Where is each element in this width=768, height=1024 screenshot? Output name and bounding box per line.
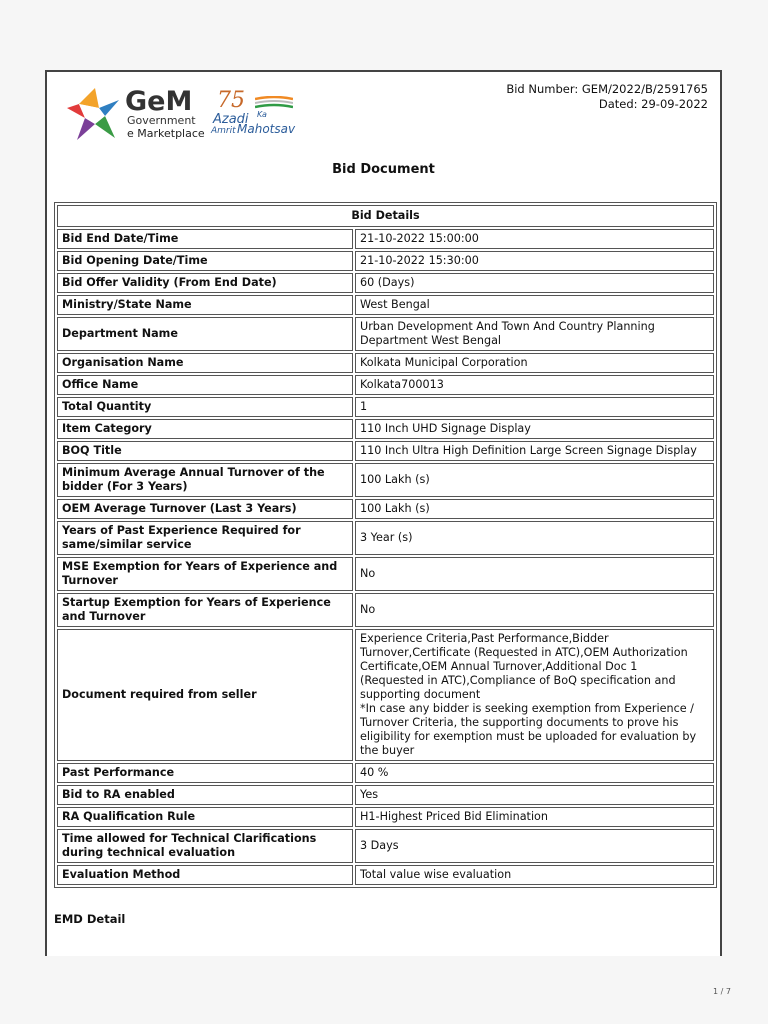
table-row [57,807,714,827]
row-value [355,593,714,627]
row-label-line: Time allowed for Technical Clarifications [62,832,317,845]
row-value [355,229,714,249]
table-row [57,499,714,519]
row-label-line: Bid to RA enabled [62,788,175,801]
tricolour-flag-icon [255,96,293,110]
row-value [355,375,714,395]
row-label-line: Bid Offer Validity (From End Date) [62,276,277,289]
row-label [57,295,353,315]
table-row [57,557,714,591]
row-label-line: Startup Exemption for Years of Experience [62,596,331,609]
table-row [57,375,714,395]
row-label-line: same/similar service [62,538,192,551]
page-number: 1 / 7 [713,987,731,996]
row-label-line: Document required from seller [62,688,257,701]
table-row [57,229,714,249]
row-label-line: Bid Opening Date/Time [62,254,208,267]
row-value-line: 60 (Days) [360,276,415,289]
row-value [355,629,714,761]
row-label [57,521,353,555]
row-label-line: Years of Past Experience Required for [62,524,301,537]
row-value [355,463,714,497]
row-label [57,375,353,395]
azadi-logo-amrit: Amrit [211,126,236,136]
row-value [355,353,714,373]
row-value-line: Kolkata700013 [360,378,444,391]
row-label [57,829,353,863]
table-row [57,273,714,293]
bid-number: Bid Number: GEM/2022/B/2591765 [506,82,708,96]
row-label-line: RA Qualification Rule [62,810,196,823]
row-value [355,763,714,783]
row-label [57,353,353,373]
row-value-line: H1-Highest Priced Bid Elimination [360,810,548,823]
table-row [57,317,714,351]
row-label-line: MSE Exemption for Years of Experience and [62,560,338,573]
row-label [57,557,353,591]
row-label [57,785,353,805]
azadi-logo-mahotsav: Mahotsav [237,122,296,136]
row-label-line: during technical evaluation [62,846,236,859]
row-label-line: BOQ Title [62,444,122,457]
row-label-line: Organisation Name [62,356,184,369]
row-label [57,593,353,627]
row-value [355,441,714,461]
emd-detail-heading: EMD Detail [54,912,126,926]
document-title: Bid Document [332,162,435,177]
table-row [57,251,714,271]
table-row [57,829,714,863]
azadi-logo-azadi: Azadi [213,112,249,127]
gem-star-icon [65,84,125,144]
table-row [57,353,714,373]
row-label-line: Bid End Date/Time [62,232,179,245]
row-label-line: Turnover [62,574,118,587]
table-body [57,229,714,885]
row-label [57,629,353,761]
row-value-line: No [360,567,376,580]
row-value-line: 3 Days [360,839,399,852]
row-value [355,317,714,351]
row-value-line: Urban Development And Town And Country Planning [360,320,655,333]
bid-meta [506,82,708,112]
row-value-line: the buyer [360,744,415,757]
row-value-line: Turnover Criteria, the supporting documents to prove his [360,716,679,729]
bid-date: Dated: 29-09-2022 [598,97,708,111]
row-label [57,397,353,417]
row-value-line: 110 Inch UHD Signage Display [360,422,531,435]
row-value-line: 110 Inch Ultra High Definition Large Screen Signage Display [360,444,697,457]
row-label [57,763,353,783]
row-value-line: 40 % [360,766,389,779]
azadi-ka-amrit-mahotsav-logo [211,88,301,140]
row-value-line: Total value wise evaluation [360,868,512,881]
table-header-row [57,205,714,227]
row-label [57,251,353,271]
row-value-line: supporting document [360,688,481,701]
row-value-line: Kolkata Municipal Corporation [360,356,528,369]
table-row [57,463,714,497]
table-row [57,593,714,627]
row-value-line: West Bengal [360,298,430,311]
row-label-line: Evaluation Method [62,868,181,881]
row-label-line: Department Name [62,327,178,340]
bid-details-table [54,202,717,888]
row-label [57,499,353,519]
table-row [57,785,714,805]
row-label-line: Total Quantity [62,400,152,413]
row-label-line: Past Performance [62,766,175,779]
row-value-line: *In case any bidder is seeking exemption from Experience / [360,702,694,715]
row-label-line: Ministry/State Name [62,298,192,311]
table-row [57,865,714,885]
table-row [57,763,714,783]
gem-logo-word: GeM [125,86,193,117]
table-row [57,295,714,315]
row-label [57,273,353,293]
row-value [355,829,714,863]
table-row [57,629,714,761]
row-label-line: Minimum Average Annual Turnover of the [62,466,325,479]
table-row [57,419,714,439]
row-value [355,419,714,439]
row-label-line: Office Name [62,378,139,391]
row-label-line: OEM Average Turnover (Last 3 Years) [62,502,297,515]
azadi-logo-75: 75 [217,88,245,113]
row-value-line: 1 [360,400,368,413]
row-value [355,785,714,805]
row-value [355,295,714,315]
gem-logo-line1: Government [127,114,196,127]
row-value-line: 21-10-2022 15:00:00 [360,232,479,245]
row-value [355,499,714,519]
row-value-line: eligibility for exemption must be uploaded for evaluation by [360,730,697,743]
table-row [57,397,714,417]
table-row [57,441,714,461]
row-label [57,441,353,461]
row-value [355,521,714,555]
row-value-line: No [360,603,376,616]
row-label-line: and Turnover [62,610,146,623]
table-heading: Bid Details [57,205,714,227]
document-page [45,70,722,956]
row-label [57,463,353,497]
row-value-line: 100 Lakh (s) [360,473,430,486]
row-value [355,397,714,417]
row-label [57,229,353,249]
row-label [57,865,353,885]
row-value-line: 3 Year (s) [360,531,413,544]
row-value-line: Certificate,OEM Annual Turnover,Additional Doc 1 [360,660,638,673]
row-value-line: Department West Bengal [360,334,502,347]
row-label-line: bidder (For 3 Years) [62,480,188,493]
row-value-line: 21-10-2022 15:30:00 [360,254,479,267]
row-value [355,865,714,885]
row-label [57,317,353,351]
azadi-logo-ka: Ka [257,110,267,119]
row-value-line: Experience Criteria,Past Performance,Bidder [360,632,609,645]
row-value-line: 100 Lakh (s) [360,502,430,515]
row-label [57,807,353,827]
table-row [57,521,714,555]
gem-logo [65,84,205,144]
row-value-line: Yes [360,788,379,801]
row-value [355,273,714,293]
row-value [355,807,714,827]
row-value [355,251,714,271]
row-value-line: (Requested in ATC),Compliance of BoQ specification and [360,674,676,687]
row-label-line: Item Category [62,422,152,435]
row-value [355,557,714,591]
row-value-line: Turnover,Certificate (Requested in ATC),OEM Authorization [360,646,688,659]
gem-logo-line2: e Marketplace [127,127,205,140]
row-label [57,419,353,439]
